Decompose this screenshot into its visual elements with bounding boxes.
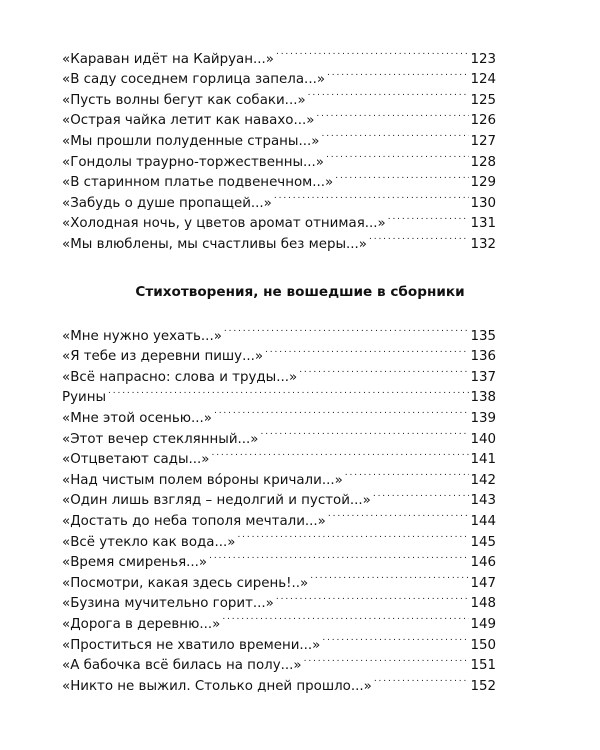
toc-dot-leader: [260, 422, 469, 443]
toc-entry-title: «Дорога в деревню...»: [62, 616, 221, 632]
toc-entry-title: «Гондолы траурно-торжественны...»: [62, 154, 324, 170]
toc-entry-title: «Этот вечер стеклянный...»: [62, 431, 259, 447]
toc-entry-title: «Острая чайка летит как навахо...»: [62, 113, 315, 129]
toc-dot-leader: [274, 186, 470, 207]
toc-dot-leader: [209, 546, 469, 567]
toc-dot-leader: [327, 63, 469, 84]
toc-page-number: 129: [470, 175, 496, 191]
toc-dot-leader: [335, 166, 469, 187]
toc-entry-title: «Проститься не хватило времени...»: [62, 637, 321, 653]
toc-dot-leader: [304, 649, 470, 670]
toc-dot-leader: [328, 504, 470, 525]
toc-entry-title: «Время смиренья...»: [62, 555, 208, 571]
toc-entry-title: «Всё напрасно: слова и труды...»: [62, 369, 298, 385]
toc-entry[interactable]: [62, 319, 496, 344]
toc-dot-leader: [322, 628, 469, 649]
toc-entry-title: «Караван идёт на Кайруан...»: [62, 51, 274, 67]
toc-page-number: 146: [470, 555, 496, 571]
toc-page-number: 151: [470, 658, 496, 674]
toc-entry-title: «Над чистым полем во́роны кричали...»: [62, 472, 343, 488]
toc-dot-leader: [224, 319, 470, 340]
toc-dot-leader: [211, 443, 469, 464]
toc-dot-leader: [222, 607, 469, 628]
toc-page-number: 127: [470, 133, 496, 149]
toc-dot-leader: [310, 566, 469, 587]
toc-dot-leader: [299, 360, 469, 381]
toc-entry-title: «Мне нужно уехать...»: [62, 328, 222, 344]
toc-page-number: 148: [470, 596, 496, 612]
toc-page-number: 125: [470, 92, 496, 108]
toc-page-number: 152: [470, 678, 496, 694]
toc-list-poems: [62, 42, 496, 252]
toc-entry[interactable]: [62, 401, 496, 426]
toc-dot-leader: [108, 381, 469, 402]
toc-dot-leader: [316, 104, 469, 125]
toc-entry-title: «В старинном платье подвенечном...»: [62, 175, 334, 191]
toc-dot-leader: [237, 525, 469, 546]
toc-entry-title: «Бузина мучительно горит...»: [62, 596, 274, 612]
toc-dot-leader: [214, 401, 469, 422]
toc-page-number: 145: [470, 534, 496, 550]
toc-entry-title: «Мы прошли полуденные страны...»: [62, 133, 320, 149]
toc-entry-title: «Достать до неба тополя мечтали...»: [62, 513, 326, 529]
toc-page-number: 130: [470, 195, 496, 211]
toc-entry-title: «Всё утекло как вода...»: [62, 534, 236, 550]
toc-page-number: 142: [470, 472, 496, 488]
toc-page-number: 141: [470, 452, 496, 468]
toc-page-number: 144: [470, 513, 496, 529]
toc-page-number: 139: [470, 410, 496, 426]
section-heading: Стихотворения, не вошедшие в сборники: [135, 284, 465, 300]
toc-dot-leader: [276, 42, 469, 63]
toc-entry[interactable]: [62, 381, 496, 406]
toc-page-number: 138: [470, 390, 496, 406]
toc-entry-title: «Отцветают сады...»: [62, 452, 210, 468]
toc-entry-title: «А бабочка всё билась на полу...»: [62, 658, 302, 674]
toc-dot-leader: [374, 669, 470, 690]
toc-entry-title: «Мы влюблены, мы счастливы без меры...»: [62, 236, 367, 252]
toc-entry-title: «Забудь о душе пропащей...»: [62, 195, 272, 211]
toc-page-number: 132: [470, 236, 496, 252]
toc-page-number: 128: [470, 154, 496, 170]
toc-page-number: 126: [470, 113, 496, 129]
toc-entry-title: «Никто не выжил. Столько дней прошло...»: [62, 678, 372, 694]
toc-dot-leader: [265, 340, 469, 361]
toc-dot-leader: [321, 124, 469, 145]
toc-page-number: 123: [470, 51, 496, 67]
toc-entry-title: «Посмотри, какая здесь сирень!..»: [62, 575, 309, 591]
toc-entry[interactable]: [62, 42, 496, 67]
toc-dot-leader: [388, 207, 470, 228]
toc-list-uncollected-poems: [62, 319, 496, 694]
toc-dot-leader: [345, 463, 470, 484]
toc-dot-leader: [308, 83, 470, 104]
toc-dot-leader: [326, 145, 469, 166]
toc-entry-title: «Я тебе из деревни пишу...»: [62, 349, 264, 365]
toc-page-number: 147: [470, 575, 496, 591]
toc-page-number: 131: [470, 216, 496, 232]
toc-dot-leader: [369, 227, 469, 248]
toc-entry-title: «Мне этой осенью...»: [62, 410, 212, 426]
toc-page-number: 150: [470, 637, 496, 653]
toc-entry-title: Руины: [62, 390, 107, 406]
toc-page-number: 149: [470, 616, 496, 632]
toc-entry-title: «Пусть волны бегут как собаки...»: [62, 92, 306, 108]
toc-dot-leader: [276, 587, 470, 608]
toc-entry-title: «Один лишь взгляд – недолгий и пустой...»: [62, 493, 371, 509]
toc-page-number: 140: [470, 431, 496, 447]
toc-entry-title: «В саду соседнем горлица запела...»: [62, 72, 326, 88]
toc-page-number: 137: [470, 369, 496, 385]
toc-page-number: 136: [470, 349, 496, 365]
toc-page-number: 143: [470, 493, 496, 509]
toc-dot-leader: [373, 484, 470, 505]
toc-page-number: 124: [470, 72, 496, 88]
toc-entry-title: «Холодная ночь, у цветов аромат отнимая...»: [62, 216, 386, 232]
toc-page-number: 135: [470, 328, 496, 344]
